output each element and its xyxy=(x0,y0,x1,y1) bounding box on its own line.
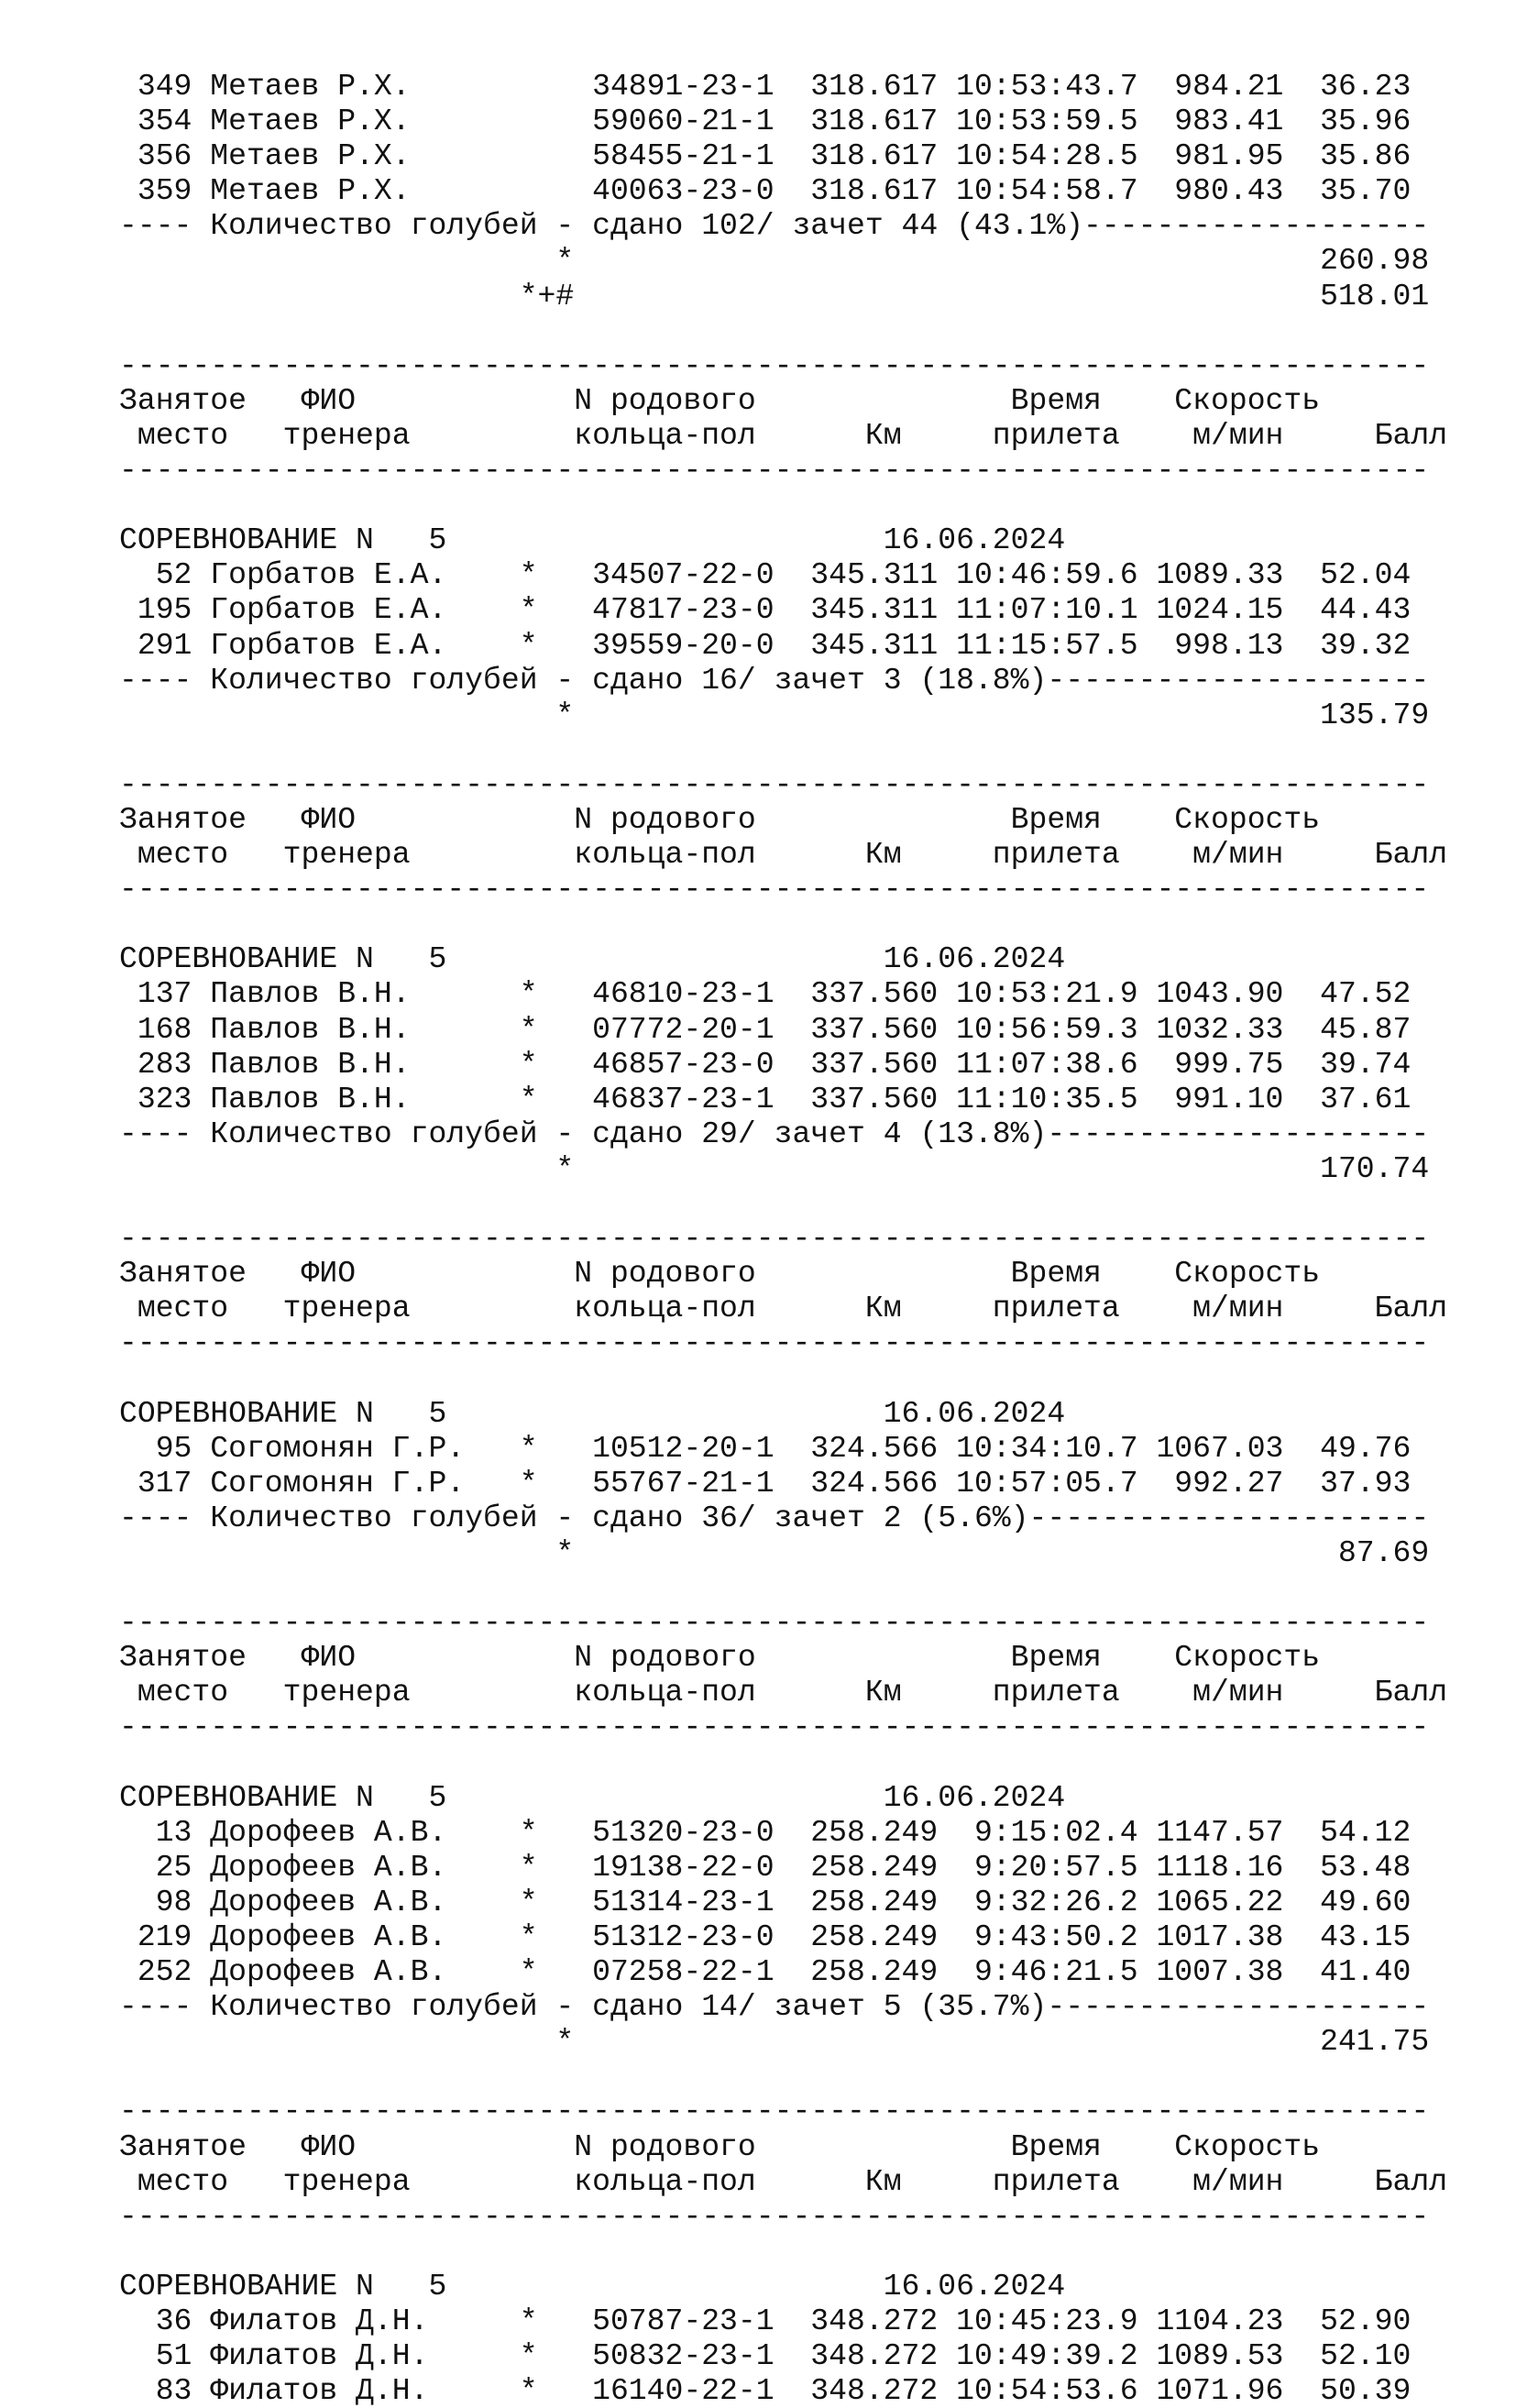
blank-line xyxy=(119,1186,1447,1221)
report-page xyxy=(119,69,1447,2408)
column-header-line-1: Занятое ФИО N родового Время Скорость xyxy=(119,382,1321,418)
table-row: 252 Дорофеев А.В. * 07258-22-1 258.249 9:46:21.5 1007.38 41.40 xyxy=(119,1954,1412,1990)
count-summary-line: ---- Количество голубей - сдано 29/ зачет 4 (13.8%)--------------------- xyxy=(119,1116,1430,1151)
count-summary-line: ---- Количество голубей - сдано 14/ зачет 5 (35.7%)--------------------- xyxy=(119,1989,1430,2025)
column-header-line-1: Занятое ФИО N родового Время Скорость xyxy=(119,1640,1321,1676)
score-total-line: * 241.75 xyxy=(119,2024,1430,2060)
blank-line xyxy=(119,2234,1447,2269)
table-row: 219 Дорофеев А.В. * 51312-23-0 258.249 9:43:50.2 1017.38 43.15 xyxy=(119,1919,1412,1954)
table-row: 95 Согомонян Г.Р. * 10512-20-1 324.566 10:34:10.7 1067.03 49.76 xyxy=(119,1430,1412,1466)
table-row: 137 Павлов В.Н. * 46810-23-1 337.560 10:53:21.9 1043.90 47.52 xyxy=(119,976,1412,1012)
score-total-line: * 135.79 xyxy=(119,697,1430,732)
divider-line: ------------------------------------------------------------------------ xyxy=(119,1710,1430,1745)
table-row: 349 Метаев Р.Х. 34891-23-1 318.617 10:53:43.7 984.21 36.23 xyxy=(119,69,1412,104)
blank-line xyxy=(119,313,1447,348)
divider-line: ------------------------------------------------------------------------ xyxy=(119,2198,1430,2234)
divider-line: ------------------------------------------------------------------------ xyxy=(119,1221,1430,1257)
column-header-line-2: место тренера кольца-пол Км прилета м/мин Балл xyxy=(119,417,1448,453)
count-summary-line: ---- Количество голубей - сдано 36/ зачет 2 (5.6%)---------------------- xyxy=(119,1500,1430,1535)
divider-line: ------------------------------------------------------------------------ xyxy=(119,2094,1430,2129)
competition-line: СОРЕВНОВАНИЕ N 5 16.06.2024 xyxy=(119,2268,1066,2304)
table-row: 323 Павлов В.Н. * 46837-23-1 337.560 11:10:35.5 991.10 37.61 xyxy=(119,1081,1412,1116)
score-total-line: * 170.74 xyxy=(119,1150,1430,1186)
competition-line: СОРЕВНОВАНИЕ N 5 16.06.2024 xyxy=(119,1395,1066,1431)
table-row: 356 Метаев Р.Х. 58455-21-1 318.617 10:54:28.5 981.95 35.86 xyxy=(119,138,1412,174)
score-total-line: *+# 518.01 xyxy=(119,278,1430,313)
divider-line: ------------------------------------------------------------------------ xyxy=(119,1325,1430,1361)
score-total-line: * 260.98 xyxy=(119,243,1430,279)
column-header-line-2: место тренера кольца-пол Км прилета м/мин Балл xyxy=(119,1291,1448,1326)
table-row: 354 Метаев Р.Х. 59060-21-1 318.617 10:53:59.5 983.41 35.96 xyxy=(119,104,1412,139)
blank-line xyxy=(119,2059,1447,2094)
count-summary-line: ---- Количество голубей - сдано 16/ зачет 3 (18.8%)--------------------- xyxy=(119,662,1430,698)
table-row: 195 Горбатов Е.А. * 47817-23-0 345.311 11:07:10.1 1024.15 44.43 xyxy=(119,592,1412,628)
table-row: 359 Метаев Р.Х. 40063-23-0 318.617 10:54:58.7 980.43 35.70 xyxy=(119,173,1412,209)
blank-line xyxy=(119,1570,1447,1605)
blank-line xyxy=(119,1360,1447,1395)
table-row: 52 Горбатов Е.А. * 34507-22-0 345.311 10:46:59.6 1089.33 52.04 xyxy=(119,557,1412,593)
blank-line xyxy=(119,1745,1447,1780)
divider-line: ------------------------------------------------------------------------ xyxy=(119,347,1430,383)
column-header-line-2: место тренера кольца-пол Км прилета м/мин Балл xyxy=(119,837,1448,873)
table-row: 83 Филатов Д.Н. * 16140-22-1 348.272 10:54:53.6 1071.96 50.39 xyxy=(119,2373,1412,2408)
table-row: 168 Павлов В.Н. * 07772-20-1 337.560 10:56:59.3 1032.33 45.87 xyxy=(119,1011,1412,1047)
column-header-line-1: Занятое ФИО N родового Время Скорость xyxy=(119,2128,1321,2164)
blank-line xyxy=(119,732,1447,767)
score-total-line: * 87.69 xyxy=(119,1534,1430,1570)
table-row: 13 Дорофеев А.В. * 51320-23-0 258.249 9:15:02.4 1147.57 54.12 xyxy=(119,1814,1412,1850)
table-row: 317 Согомонян Г.Р. * 55767-21-1 324.566 10:57:05.7 992.27 37.93 xyxy=(119,1465,1412,1501)
divider-line: ------------------------------------------------------------------------ xyxy=(119,453,1430,489)
table-row: 36 Филатов Д.Н. * 50787-23-1 348.272 10:45:23.9 1104.23 52.90 xyxy=(119,2304,1412,2338)
competition-line: СОРЕВНОВАНИЕ N 5 16.06.2024 xyxy=(119,522,1066,558)
column-header-line-1: Занятое ФИО N родового Время Скорость xyxy=(119,801,1321,837)
blank-line xyxy=(119,907,1447,941)
divider-line: ------------------------------------------------------------------------ xyxy=(119,1605,1430,1641)
table-row: 25 Дорофеев А.В. * 19138-22-0 258.249 9:20:57.5 1118.16 53.48 xyxy=(119,1849,1412,1885)
table-row: 291 Горбатов Е.А. * 39559-20-0 345.311 11:15:57.5 998.13 39.32 xyxy=(119,627,1412,663)
table-row: 283 Павлов В.Н. * 46857-23-0 337.560 11:07:38.6 999.75 39.74 xyxy=(119,1046,1412,1082)
column-header-line-2: место тренера кольца-пол Км прилета м/мин Балл xyxy=(119,1675,1448,1710)
table-row: 51 Филатов Д.Н. * 50832-23-1 348.272 10:49:39.2 1089.53 52.10 xyxy=(119,2338,1412,2374)
divider-line: ------------------------------------------------------------------------ xyxy=(119,872,1430,907)
column-header-line-1: Занятое ФИО N родового Время Скорость xyxy=(119,1256,1321,1292)
column-header-line-2: место тренера кольца-пол Км прилета м/мин Балл xyxy=(119,2163,1448,2199)
competition-line: СОРЕВНОВАНИЕ N 5 16.06.2024 xyxy=(119,941,1066,977)
table-row: 98 Дорофеев А.В. * 51314-23-1 258.249 9:32:26.2 1065.22 49.60 xyxy=(119,1884,1412,1919)
divider-line: ------------------------------------------------------------------------ xyxy=(119,766,1430,802)
competition-line: СОРЕВНОВАНИЕ N 5 16.06.2024 xyxy=(119,1779,1066,1815)
count-summary-line: ---- Количество голубей - сдано 102/ зачет 44 (43.1%)------------------- xyxy=(119,208,1430,244)
blank-line xyxy=(119,488,1447,522)
